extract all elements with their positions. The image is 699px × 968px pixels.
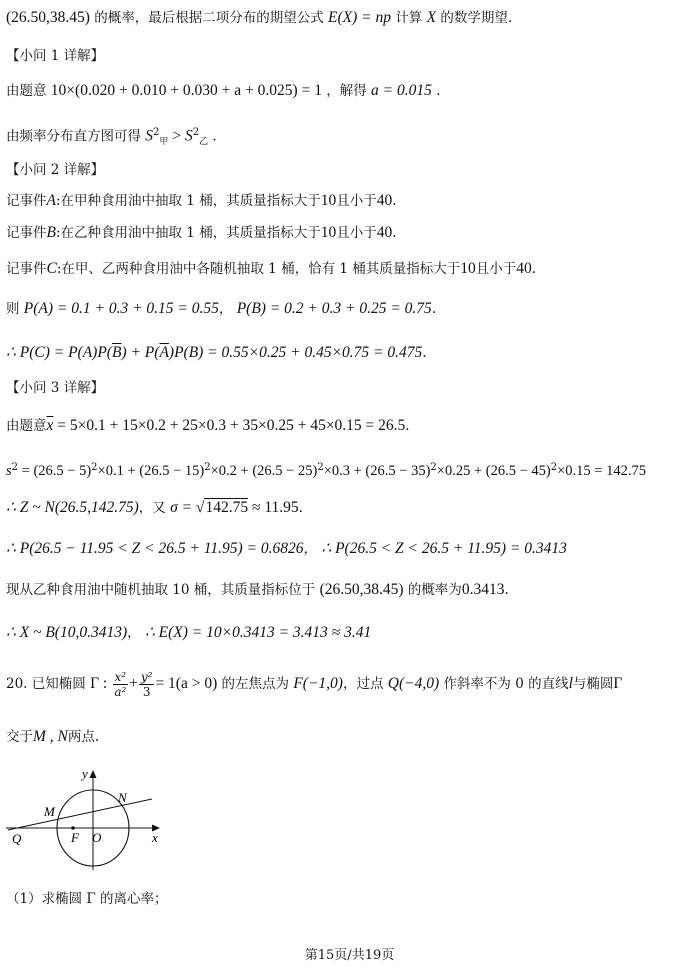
heading-part1: 【小问 1 详解】 [6,48,105,64]
page-footer: 第15页/共19页 [304,948,395,963]
line-4: 记事件A:在甲种食用油中抽取 1 桶，其质量指标大于10且小于40. [6,192,397,209]
sub-question-1: （1）求椭圆 Γ 的离心率； [6,891,168,907]
heading-part2: 【小问 2 详解】 [6,162,105,178]
line-14: ∴ X ~ B(10,0.3413)， ∴ E(X) = 10×0.3413 = 3.413 ≈ 3.41 [6,624,372,641]
line-1: (26.50,38.45) 的概率，最后根据二项分布的期望公式 E(X) = np 计算 X 的数学期望. [6,9,513,26]
label-m: M [44,804,55,819]
label-o: O [92,830,102,845]
line-2: 由题意 10×(0.020 + 0.010 + 0.030 + a + 0.025) = 1 ，解得 a = 0.015 . [6,82,441,99]
label-x: x [152,830,158,845]
line-10: $s^2 = (26.5 - 5)^2\times 0.1 + (26.5 - 15)^2\times 0.2 + (26.5 - 25)^2\times 0.3 + (26.5 - 35)^2\times 0.25 + (26.5 - 45)^2\times 0.15 = 142.75$ [6,462,646,480]
label-f: F [71,830,79,845]
line-l [8,799,152,830]
question-20: 20. 已知椭圆 Γ : $\frac{\text{x²}}{\text{a²}}$ + $\frac{\text{y²}}{3}$ = 1(a > 0) 的左焦点为 F(−1,0)，过点 Q(−4,0) 作斜率不为 0 的直线l与椭圆Γ [6,670,623,699]
line-3: 由频率分布直方图可得 $S^2_甲 > S^2_乙$ . [6,127,217,148]
line-13: 现从乙种食用油中随机抽取 10 桶，其质量指标位于 (26.50,38.45) 的概率为0.3413. [6,581,509,598]
fraction-x2-a2: $\frac{\text{x²}}{\text{a²}}$ [114,670,127,699]
line-7: 则 P(A) = 0.1 + 0.3 + 0.15 = 0.55， P(B) = 0.2 + 0.3 + 0.25 = 0.75. [6,300,437,317]
label-q: Q [12,831,22,846]
label-n: N [118,790,127,805]
label-y: y [82,766,88,781]
heading-part3: 【小问 3 详解】 [6,380,105,396]
line-12: ∴ P(26.5 − 11.95 < Z < 26.5 + 11.95) = 0.6826， ∴ P(26.5 < Z < 26.5 + 11.95) = 0.3413 [6,540,567,557]
line-6: 记事件C:在甲、乙两种食用油中各随机抽取 1 桶，恰有 1 桶其质量指标大于10且小于40. [6,260,537,277]
y-axis-arrow [90,770,97,778]
fraction-y2-3: $\frac{\text{y²}}{3}$ [140,670,153,699]
question-20-cont: 交于M , N两点. [6,728,100,745]
line-8: ∴ $P(C) = P(A)P(\overline{B}) + P(\overline{A})P(B) = 0.55\times 0.25 + 0.45\times 0.75 = 0.475$. [6,344,427,361]
ellipse-figure [2,762,172,872]
line-5: 记事件B:在乙种食用油中抽取 1 桶，其质量指标大于10且小于40. [6,224,397,241]
line-9: 由题意$\overline{x} = 5\times 0.1 + 15\times 0.2 + 25\times 0.3 + 35\times 0.25 + 45\times 0.15 = 26.5$. [6,417,410,434]
line-11: ∴ Z ~ N(26.5,142.75)，又 σ = √142.75 ≈ 11.95. [6,499,303,516]
